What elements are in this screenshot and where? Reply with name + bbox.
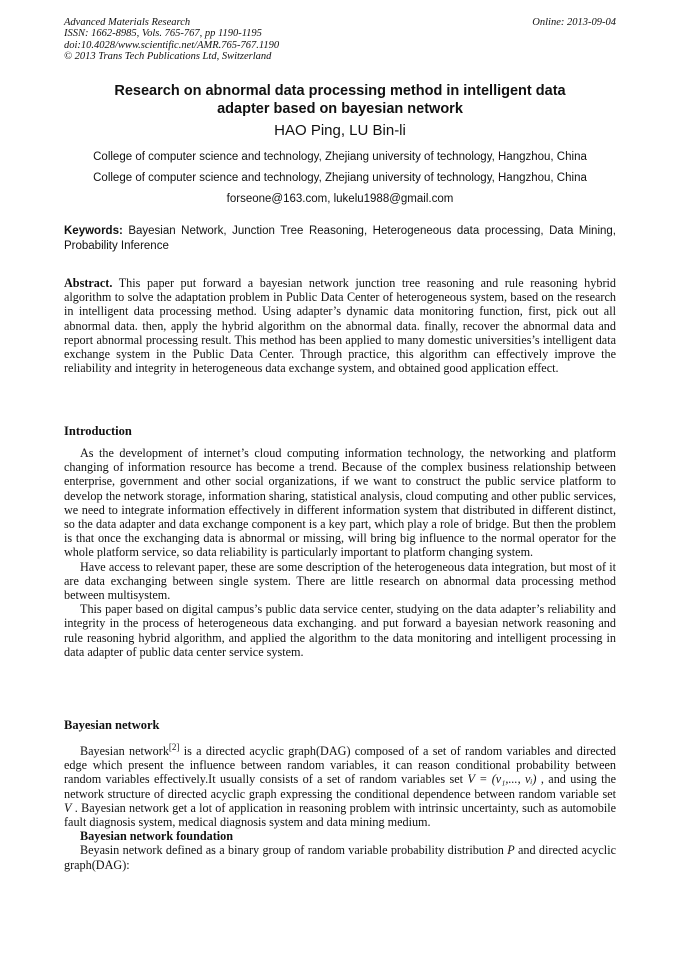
copyright-line: © 2013 Trans Tech Publications Ltd, Switzerland	[64, 50, 272, 62]
bn-foundation-heading: Bayesian network foundation	[80, 829, 234, 844]
doi-line: doi:10.4028/www.scientific.net/AMR.765-767.1190	[64, 39, 280, 51]
intro-paragraph-1: As the development of internet’s cloud computing information technology, the networking and platform changing of information resource has become a trend. Because of the complex business relationship between enterprise, government and other social organizations, if we want to construct the public service platform to develop the network storage, information sharing, statistical analysis, cloud computing and other public services, we need to integrate information effectively in different information system that distributed in different distinct, so the data adapter and data exchange component is a key part, which play a role of bridge. But then the problem is that once the exchanging data is abnormal or missing, will bring big influence to the normal operator for the whole platform service, so data reliability is particularly important to platform changing system.	[64, 446, 616, 560]
bn-p1-part-a: Bayesian network	[80, 744, 169, 759]
journal-name: Advanced Materials Research	[64, 17, 191, 28]
journal-header	[64, 17, 616, 62]
author-emails: forseone@163.com, lukelu1988@gmail.com	[226, 193, 454, 205]
keywords-label: Keywords:	[64, 225, 123, 237]
bayesian-network-body	[64, 740, 616, 872]
bn-p1-part-b: is a directed acyclic graph(DAG) composed of a set of random variables and directed edge which present the influence between random variables, it can reason conditional probability between random variables effectively.It usually consists of a set of random variables set	[64, 744, 616, 787]
abstract-text: This paper put forward a bayesian network junction tree reasoning and rule reasoning hybrid algorithm to solve the adaptation problem in Public Data Center of heterogeneous system, based on the research in intelligent data processing method. Using adapter’s dynamic data monitoring function, first, pick out all abnormal data. then, apply the hybrid algorithm on the abnormal data. finally, recover the abnormal data and report abnormal processing result. This method has been applied to many domestic universities’s intelligent data exchange system in the Public Data Center. Through practice, this algorithm can effectively improve the reliability and integrity in heterogeneous data exchange system, and obtained good application effect.	[64, 276, 616, 376]
math-variable-set: V = (v₁,..., vᵢ)	[467, 772, 537, 787]
math-p: P	[507, 843, 515, 858]
issn-line: ISSN: 1662-8985, Vols. 765-767, pp 1190-1195	[64, 28, 262, 40]
citation-ref[interactable]: [2]	[168, 742, 180, 752]
bn-p2-part-b: and directed acyclic graph(DAG):	[64, 843, 616, 872]
title-line-2: adapter based on bayesian network	[217, 101, 463, 117]
intro-paragraph-3: This paper based on digital campus’s public data service center, studying on the data adapter’s reliability and integrity in the process of heterogeneous data exchanging. and put forward a bayesian network reasoning and rule reasoning hybrid algorithm, and applied the algorithm to the data monitoring and intelligent processing in data adapter of public data center service system.	[64, 602, 616, 659]
title-line-1: Research on abnormal data processing method in intelligent data	[114, 83, 566, 99]
introduction-body	[64, 446, 616, 659]
online-date: Online: 2013-09-04	[532, 17, 616, 28]
abstract-label: Abstract.	[64, 276, 113, 290]
bn-paragraph-1	[64, 740, 616, 829]
keywords-text: Bayesian Network, Junction Tree Reasoning, Heterogeneous data processing, Data Mining, Probability Inference	[64, 225, 616, 252]
keywords	[64, 224, 616, 254]
bn-p1-part-c: , and using the network structure of directed acyclic graph expressing the conditional dependence between random variable set	[64, 772, 616, 801]
affiliation-1: College of computer science and technology, Zhejiang university of technology, Hangzhou, China	[93, 151, 587, 163]
math-v: V	[64, 800, 72, 815]
intro-paragraph-2: Have access to relevant paper, these are some description of the heterogeneous data integration, but most of it are data exchanging between single system. There are little research on abnormal data processing method between multisystem.	[64, 559, 616, 603]
authors: HAO Ping, LU Bin-li	[274, 122, 406, 139]
bn-paragraph-2	[64, 843, 616, 871]
bn-p1-part-d: . Bayesian network get a lot of application in reasoning problem with intrinsic uncertainty, such as automobile fault diagnosis system, medical diagnosis system and data mining medium.	[64, 800, 616, 830]
affiliation-2: College of computer science and technology, Zhejiang university of technology, Hangzhou, China	[93, 172, 587, 184]
bn-p2-part-a: Beyasin network defined as a binary group of random variable probability distribution	[80, 843, 508, 858]
intro-heading: Introduction	[64, 424, 132, 438]
abstract	[64, 276, 616, 375]
bayesian-network-heading: Bayesian network	[64, 718, 160, 732]
paper-title	[64, 82, 616, 118]
